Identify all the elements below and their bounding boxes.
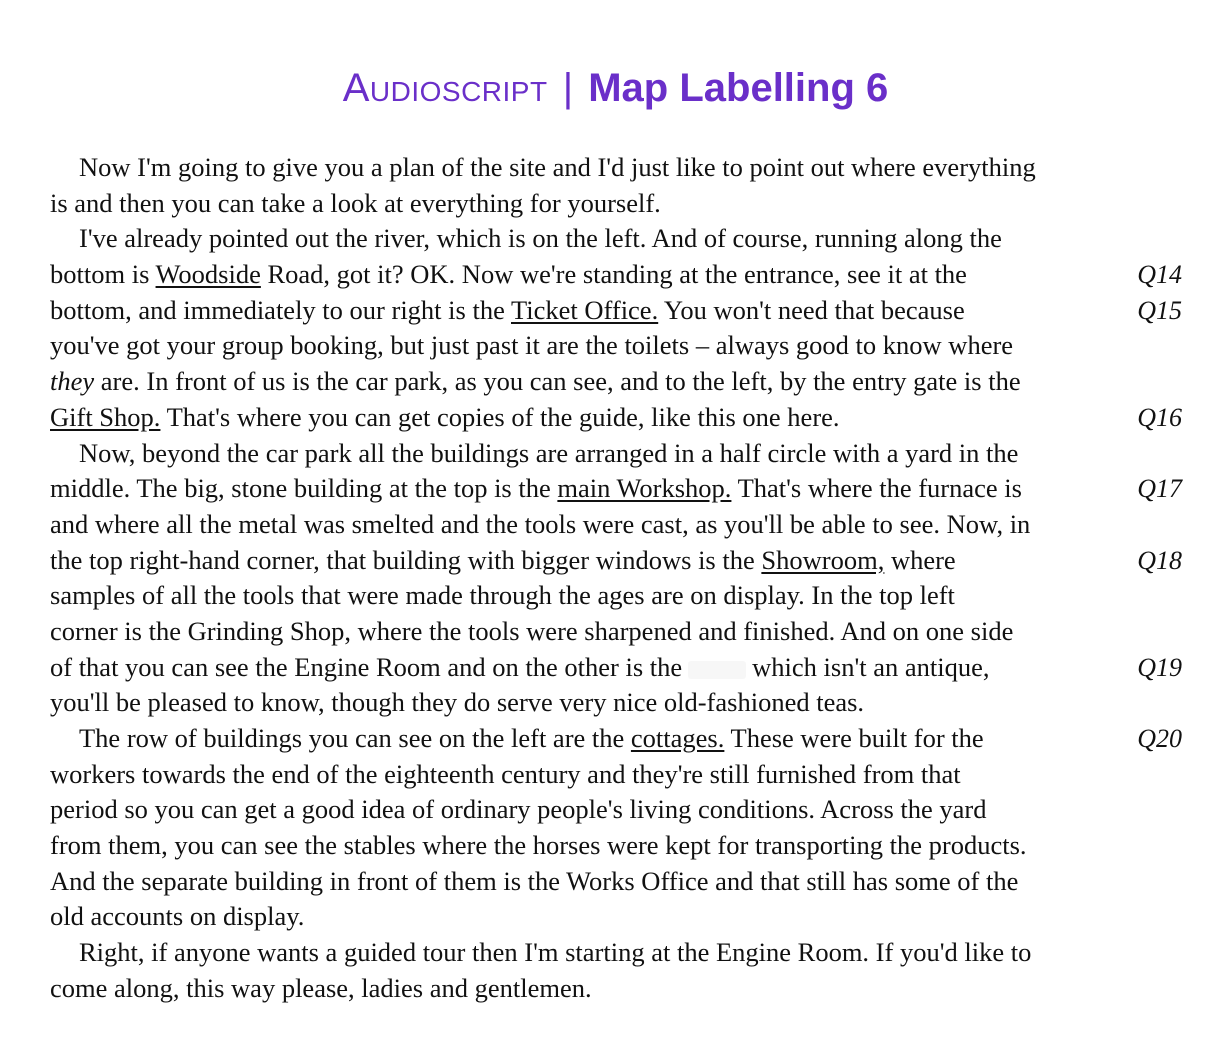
line-text: That's where you can get copies of the guide, like this one here. <box>160 401 840 432</box>
line-text: corner is the Grinding Shop, where the tools were sharpened and finished. And on one side <box>50 615 1014 646</box>
line-text: you'll be pleased to know, though they do serve very nice old-fashioned teas. <box>50 687 865 718</box>
line-text: and where all the metal was smelted and the tools were cast, as you'll be able to see. Now, in <box>50 508 1031 539</box>
text-line <box>50 364 1190 400</box>
line-text: are. In front of us is the car park, as you can see, and to the left, by the entry gate is the <box>94 366 1021 397</box>
transcript-body <box>50 150 1190 1007</box>
line-text: samples of all the tools that were made through the ages are on display. In the top left <box>50 580 955 611</box>
question-marker-q16: Q16 <box>1137 402 1182 432</box>
text-line <box>50 935 1190 971</box>
text-line <box>50 471 1190 507</box>
title-kicker: Audioscript <box>342 66 548 110</box>
text-line <box>50 685 1190 721</box>
text-line <box>50 257 1190 293</box>
text-line <box>50 221 1190 257</box>
question-marker-q18: Q18 <box>1137 545 1182 575</box>
line-text: bottom, and immediately to our right is the <box>50 294 511 325</box>
line-text: the top right-hand corner, that building with bigger windows is the <box>50 544 762 575</box>
line-text: That's where the furnace is <box>731 473 1022 504</box>
line-text: And the separate building in front of them is the Works Office and that still has some of the <box>50 865 1019 896</box>
answer-gift-shop: Gift Shop. <box>50 401 161 432</box>
text-line <box>50 792 1190 828</box>
line-text: of that you can see the Engine Room and on the other is the <box>50 651 683 682</box>
answer-showroom: Showroom, <box>761 544 885 575</box>
line-text: you've got your group booking, but just past it are the toilets – always good to know where <box>50 330 1014 361</box>
line-text: which isn't an antique, <box>752 651 990 682</box>
line-text: is and then you can take a look at everything for yourself. <box>50 187 661 218</box>
line-text: The row of buildings you can see on the left are the <box>79 723 631 753</box>
answer-main-workshop: main Workshop. <box>557 473 732 504</box>
text-line <box>50 614 1190 650</box>
line-text: period so you can get a good idea of ordinary people's living conditions. Across the yard <box>50 794 987 825</box>
text-line <box>50 543 1190 579</box>
title-main: Map Labelling 6 <box>588 66 889 110</box>
question-marker-q17: Q17 <box>1137 474 1182 504</box>
text-line <box>50 828 1190 864</box>
text-line <box>50 971 1190 1007</box>
line-text: Road, got it? OK. Now we're standing at the entrance, see it at the <box>260 259 967 290</box>
question-marker-q14: Q14 <box>1137 260 1182 290</box>
answer-cottages: cottages. <box>630 723 725 753</box>
text-line <box>50 400 1190 436</box>
text-line <box>50 436 1190 472</box>
emphasis-they: they <box>50 366 95 397</box>
answer-blank-q19 <box>688 661 746 679</box>
text-line <box>50 899 1190 935</box>
text-line <box>50 650 1190 686</box>
answer-woodside: Woodside <box>155 259 261 290</box>
line-text: bottom is <box>50 259 156 290</box>
page-title <box>0 64 1231 112</box>
text-line <box>50 721 1190 757</box>
title-separator: | <box>562 66 574 110</box>
line-text: from them, you can see the stables where the horses were kept for transporting the products. <box>50 830 1027 861</box>
answer-ticket-office: Ticket Office. <box>511 294 659 325</box>
text-line <box>50 150 1190 186</box>
line-text: where <box>884 544 956 575</box>
text-line <box>50 328 1190 364</box>
text-line <box>50 293 1190 329</box>
line-text: old accounts on display. <box>50 901 305 932</box>
question-marker-q15: Q15 <box>1137 295 1182 325</box>
question-marker-q20: Q20 <box>1137 724 1182 753</box>
line-text: Now I'm going to give you a plan of the site and I'd just like to point out where everything <box>79 152 1036 182</box>
line-text: You won't need that because <box>658 294 965 325</box>
text-line <box>50 864 1190 900</box>
line-text: Now, beyond the car park all the buildings are arranged in a half circle with a yard in the <box>79 437 1019 468</box>
text-line <box>50 186 1190 222</box>
line-text: Right, if anyone wants a guided tour then I'm starting at the Engine Room. If you'd like to <box>79 937 1032 968</box>
question-marker-q19: Q19 <box>1137 652 1182 682</box>
text-line <box>50 507 1190 543</box>
text-line <box>50 757 1190 793</box>
line-text: come along, this way please, ladies and gentlemen. <box>50 972 592 1003</box>
text-line <box>50 578 1190 614</box>
line-text: I've already pointed out the river, which is on the left. And of course, running along the <box>79 223 1002 254</box>
line-text: workers towards the end of the eighteenth century and they're still furnished from that <box>50 758 961 789</box>
line-text: middle. The big, stone building at the top is the <box>50 473 558 504</box>
line-text: These were built for the <box>724 723 984 753</box>
